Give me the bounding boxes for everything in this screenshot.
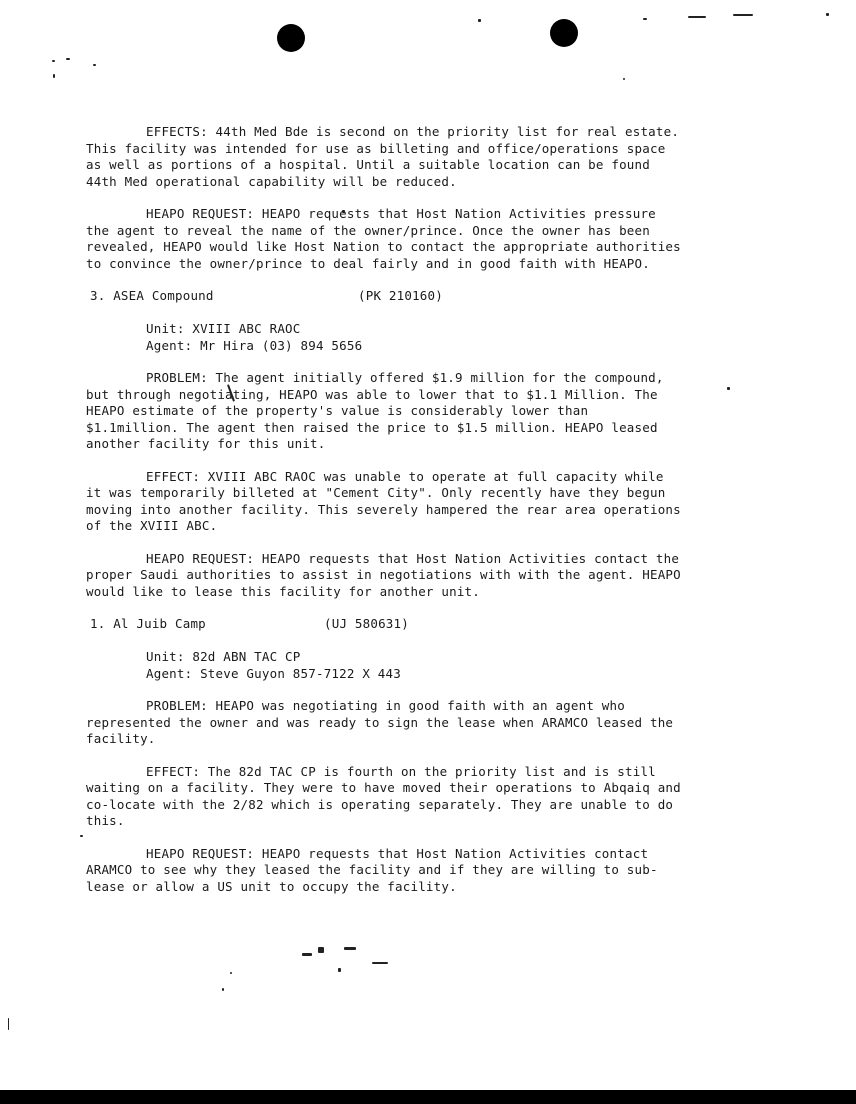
scan-speck [80,835,83,837]
al-juib-request-paragraph: HEAPO REQUEST: HEAPO requests that Host Nation Activities contact ARAMCO to see why they leased the facility and if they are willing to sub-lease or allow a US unit to occupy the facility. [86,845,658,894]
scan-speck [8,1018,9,1030]
al-juib-heading-text: 1. Al Juib Camp [90,616,206,631]
scan-speck [338,968,341,972]
scan-speck [478,19,481,22]
scan-speck [643,18,647,20]
document-page [86,124,689,911]
effects-paragraph: EFFECTS: 44th Med Bde is second on the priority list for real estate. This facility was intended for use as billeting and office/operations space as well as portions of a hospital. Until a suitable location can be found 44th Med operational capability will be reduced. [86,124,687,189]
scan-speck [93,64,96,66]
punch-hole-left [277,24,305,52]
asea-problem-paragraph: PROBLEM: The agent initially offered $1.9 million for the compound, but through negotiating, HEAPO was able to lower that to $1.1 Million. The HEAPO estimate of the property's value is considerably lower than $1.1million. The agent then raised the price to $1.5 million. HEAPO leased another facility for this unit. [86,370,672,451]
al-juib-effect-paragraph: EFFECT: The 82d TAC CP is fourth on the priority list and is still waiting on a facility. They were to have moved their operations to Abqaiq and co-locate with the 2/82 which is operating separately. They are unable to do this. [86,763,689,828]
asea-agent-line: Agent: Mr Hira (03) 894 5656 [146,337,363,353]
scan-speck [727,387,730,390]
scan-speck [372,962,388,964]
al-juib-unit-line: Unit: 82d ABN TAC CP [146,649,301,664]
scan-speck [230,972,232,974]
al-juib-problem-paragraph: PROBLEM: HEAPO was negotiating in good faith with an agent who represented the owner and was ready to sign the lease when ARAMCO leased the facility. [86,698,681,746]
scan-speck [623,78,625,80]
asea-effect-paragraph: EFFECT: XVIII ABC RAOC was unable to operate at full capacity while it was temporarily billeted at "Cement City". Only recently have they begun moving into another facility. This severely hampered the rear area operations of the XVIII ABC. [86,468,689,533]
al-juib-heading [86,616,686,633]
asea-request-paragraph: HEAPO REQUEST: HEAPO requests that Host Nation Activities contact the proper Saudi authorities to assist in negotiations with with the agent. HEAPO would like to lease this facility for another unit. [86,550,689,599]
scan-speck [52,60,55,62]
scan-speck [733,14,753,16]
scan-speck [66,58,70,60]
punch-hole-right [550,19,578,47]
asea-unit-line: Unit: XVIII ABC RAOC [146,321,301,336]
scan-bottom-edge [0,1090,856,1104]
asea-unit-agent [146,321,686,354]
heapo-request-paragraph: HEAPO REQUEST: HEAPO requests that Host Nation Activities pressure the agent to reveal the name of the owner/prince. Once the owner has been revealed, HEAPO would like Host Nation to contact the appropriate authorities to convince the owner/prince to deal fairly and in good faith with HEAPO. [86,206,689,271]
scan-speck [826,13,829,16]
scan-speck [318,947,324,953]
asea-grid-reference: (PK 210160) [358,288,443,303]
al-juib-agent-line: Agent: Steve Guyon 857-7122 X 443 [146,665,401,681]
scan-speck [222,988,224,991]
al-juib-grid-reference: (UJ 580631) [324,616,409,631]
scan-speck [688,16,706,18]
asea-heading [86,288,686,305]
scan-speck [302,953,312,956]
asea-heading-text: 3. ASEA Compound [90,288,214,303]
scan-speck [53,74,55,78]
scan-speck [344,947,356,950]
al-juib-unit-agent [146,649,686,682]
